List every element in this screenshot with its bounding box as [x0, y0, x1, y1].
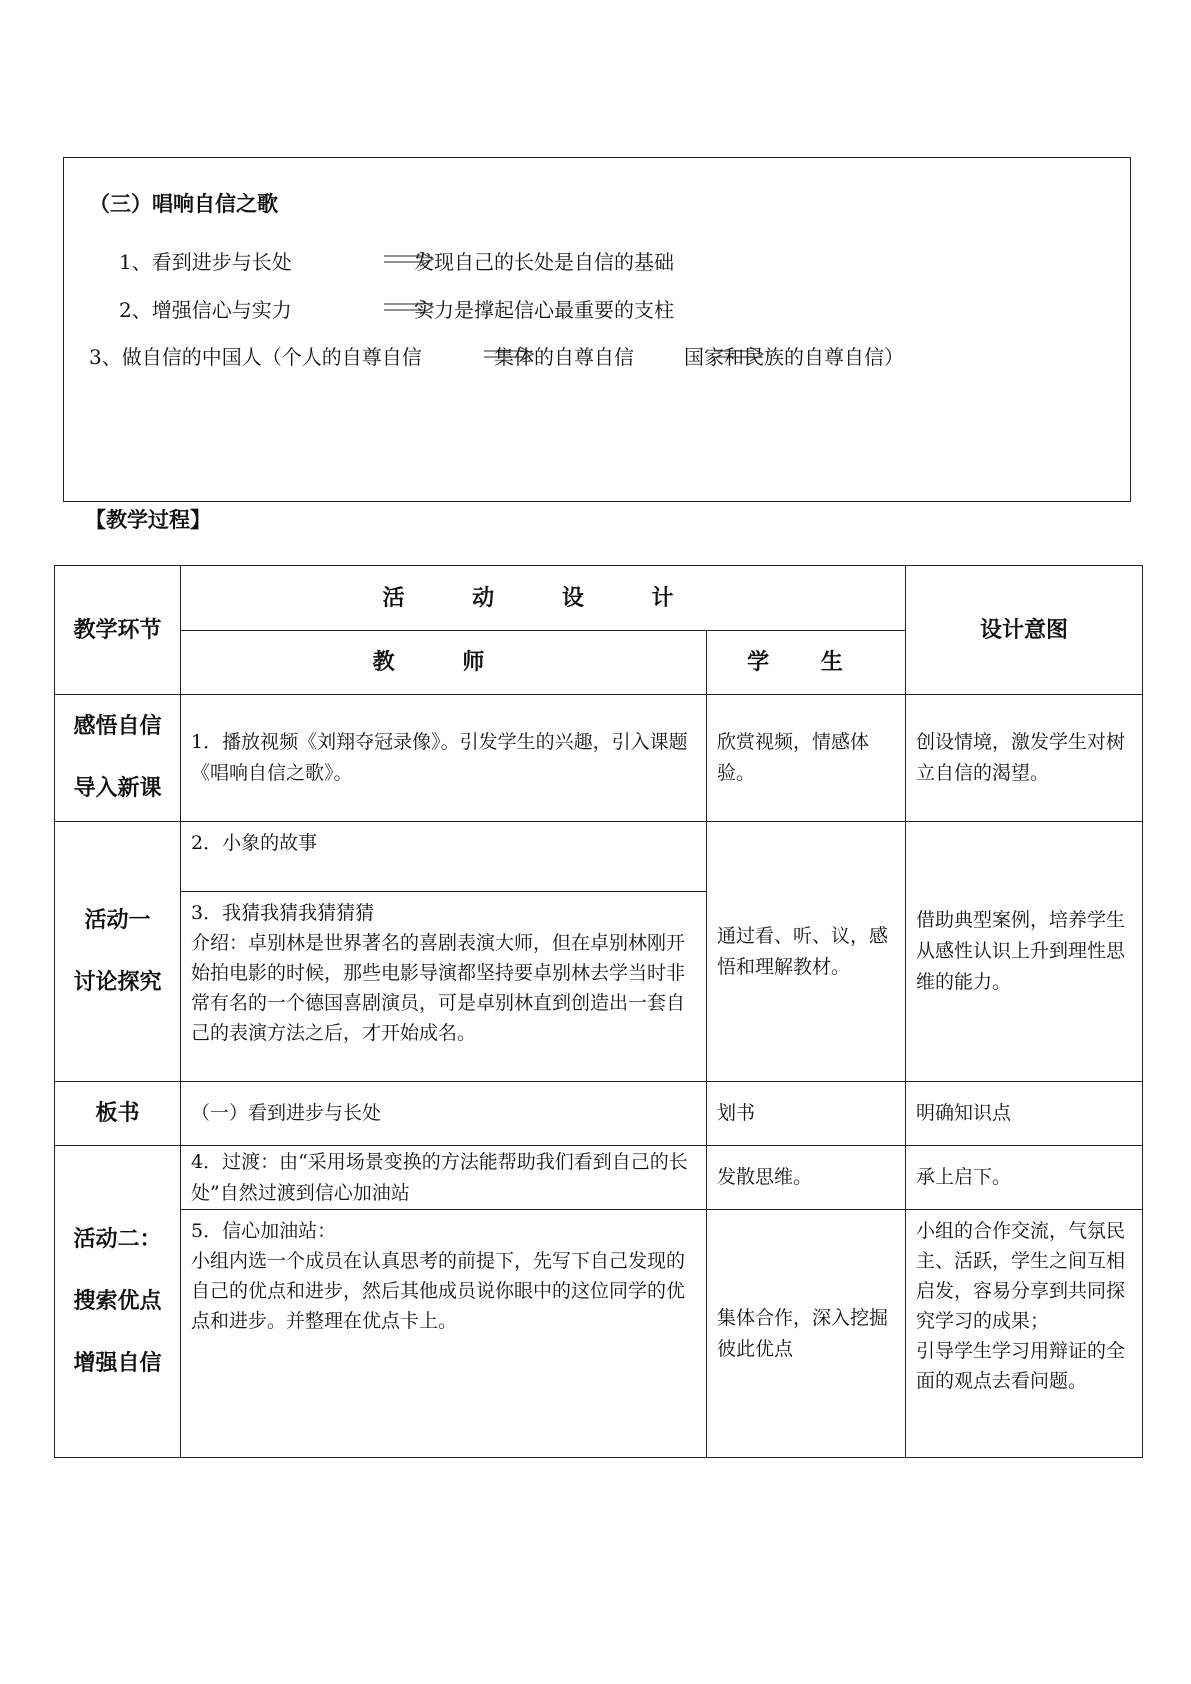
summary-line-2-point: 实力是撑起信心最重要的支柱: [414, 298, 674, 322]
summary-line-3-personal: 3、做自信的中国人（个人的自尊自信: [89, 345, 422, 369]
summary-line-3-collective: 集体的自尊自信: [494, 345, 634, 369]
stage-cell: 活动二： 搜索优点 增强自信: [55, 1146, 181, 1458]
student-cell: 发散思维。: [707, 1146, 906, 1210]
header-student: 学 生: [707, 631, 906, 695]
teacher-cell: 1．播放视频《刘翔夺冠录像》。引发学生的兴趣，引入课题《唱响自信之歌》。: [181, 695, 707, 822]
process-heading: 【教学过程】: [85, 508, 211, 532]
student-cell: 欣赏视频，情感体验。: [707, 695, 906, 822]
teacher-cell: （一）看到进步与长处: [181, 1082, 707, 1146]
intent-cell: 小组的合作交流，气氛民主、活跃，学生之间互相启发，容易分享到共同探究学习的成果； 引导学生学习用辩证的全面的观点去看问题。: [906, 1210, 1143, 1458]
summary-line-1-point: 发现自己的长处是自信的基础: [414, 250, 674, 274]
header-activity: 活 动 设 计: [181, 566, 906, 631]
intent-cell: 创设情境，激发学生对树立自信的渴望。: [906, 695, 1143, 822]
summary-line-3-national: 国家和民族的自尊自信）: [684, 345, 904, 369]
teacher-cell: 4．过渡：由“采用场景变换的方法能帮助我们看到自己的长处”自然过渡到信心加油站: [181, 1146, 707, 1210]
table-row: [55, 1210, 1143, 1458]
teacher-cell: 2．小象的故事: [181, 822, 707, 892]
summary-box: [63, 157, 1131, 502]
table-row: [55, 1082, 1143, 1146]
header-intent: 设计意图: [906, 566, 1143, 695]
header-stage: 教学环节: [55, 566, 181, 695]
summary-line-1-topic: 1、看到进步与长处: [119, 250, 292, 274]
header-teacher: 教 师: [181, 631, 707, 695]
summary-line-2-topic: 2、增强信心与实力: [119, 298, 292, 322]
intent-cell: 明确知识点: [906, 1082, 1143, 1146]
stage-cell: 板书: [55, 1082, 181, 1146]
stage-cell: 活动一 讨论探究: [55, 822, 181, 1082]
table-row: [55, 695, 1143, 822]
teacher-cell: 5．信心加油站： 小组内选一个成员在认真思考的前提下，先写下自己发现的 自己的优点和进步，然后其他成员说你眼中的这位同学的优点和进步。并整理在优点卡上。: [181, 1210, 707, 1458]
student-cell: 通过看、听、议，感悟和理解教材。: [707, 822, 906, 1082]
table-row: [55, 822, 1143, 892]
process-table: [54, 565, 1143, 1458]
table-row: [55, 1146, 1143, 1210]
intent-cell: 借助典型案例，培养学生从感性认识上升到理性思维的能力。: [906, 822, 1143, 1082]
stage-cell: 感悟自信 导入新课: [55, 695, 181, 822]
teacher-cell: 3．我猜我猜我猜猜猜 介绍：卓别林是世界著名的喜剧表演大师，但在卓别林刚开始拍电影的时候，那些电影导演都坚持要卓别林去学当时非常有名的一个德国喜剧演员，可是卓别林直到创造出一套自己的表演方法之后，才开始成名。: [181, 892, 707, 1082]
summary-heading: （三）唱响自信之歌: [89, 192, 278, 216]
intent-cell: 承上启下。: [906, 1146, 1143, 1210]
student-cell: 划书: [707, 1082, 906, 1146]
student-cell: 集体合作，深入挖掘彼此优点: [707, 1210, 906, 1458]
